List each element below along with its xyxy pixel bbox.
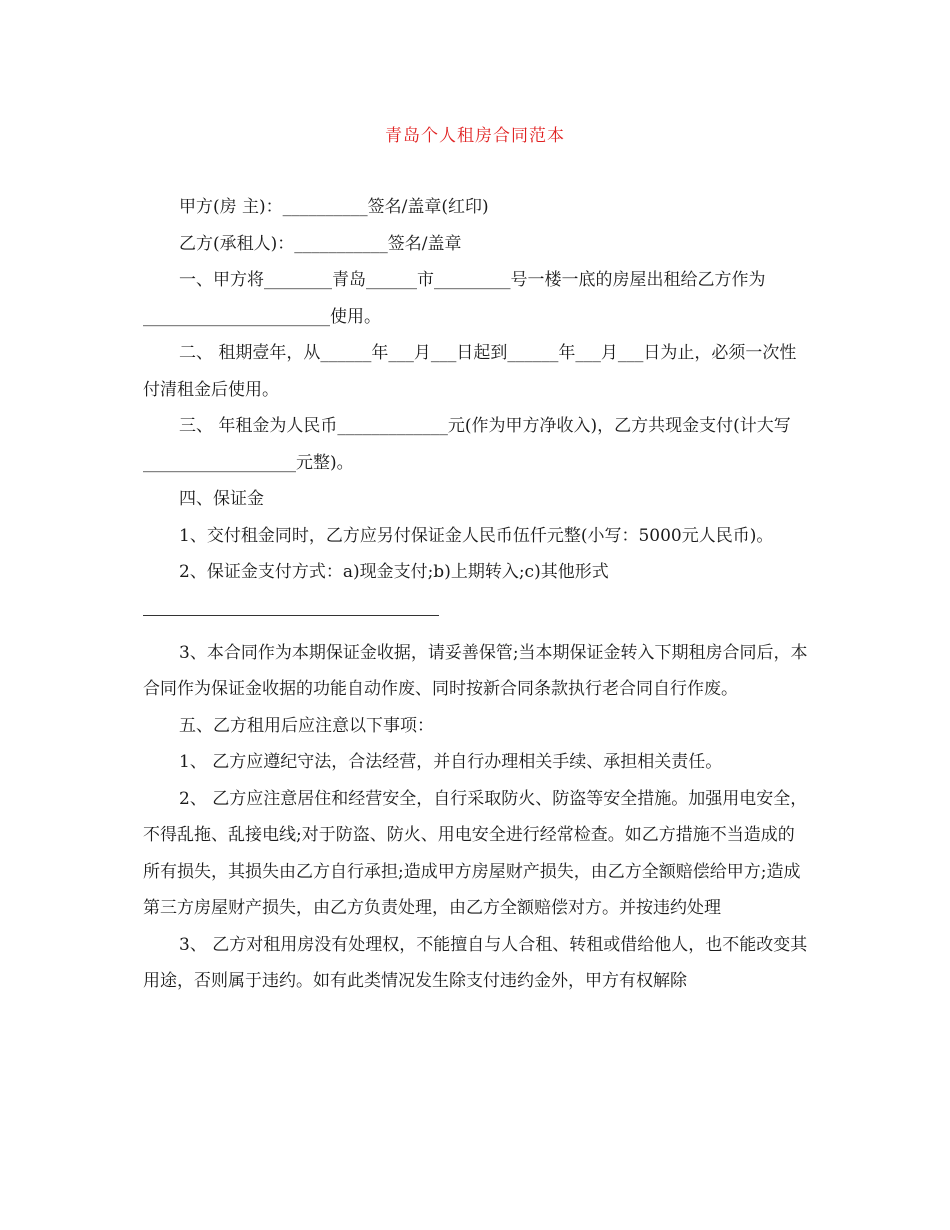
- blank-fill-line: [143, 591, 811, 627]
- party-a-line: 甲方(房 主)：__________签名/盖章(红印): [179, 197, 489, 217]
- document-body: [143, 189, 811, 1000]
- document-title: 青岛个人租房合同范本: [385, 126, 565, 146]
- clause-1-premises: 一、甲方将________青岛______市_________号一楼一底的房屋出租给乙方作为______________________使用。: [143, 270, 766, 327]
- deposit-item-1: 1、交付租金同时，乙方应另付保证金人民币伍仟元整(小写：5000元人民币)。: [179, 525, 774, 546]
- clause-5-heading: 五、乙方租用后应注意以下事项：: [179, 715, 434, 736]
- blank-underline: [143, 615, 439, 616]
- notice-item-2: 2、 乙方应注意居住和经营安全，自行采取防火、防盗等安全措施。加强用电安全，不得乱拖、乱接电线;对于防盗、防火、用电安全进行经常检查。如乙方措施不当造成的所有损失，其损失由乙方自行承担;造成甲方房屋财产损失，由乙方全额赔偿给甲方;造成第三方房屋财产损失，由乙方负责处理，由乙方全额赔偿对方。并按违约处理: [143, 788, 808, 918]
- party-b-line: 乙方(承租人)：___________签名/盖章: [179, 233, 462, 254]
- notice-item-3: 3、 乙方对租用房没有处理权，不能擅自与人合租、转租或借给他人，也不能改变其用途，否则属于违约。如有此类情况发生除支付违约金外，甲方有权解除: [143, 934, 808, 991]
- clause-2-term: 二、 租期壹年，从______年___月___日起到______年___月___日为止，必须一次性付清租金后使用。: [143, 343, 797, 400]
- clause-3-rent: 三、 年租金为人民币_____________元(作为甲方净收入)，乙方共现金支付(计大写__________________元整)。: [143, 416, 791, 473]
- deposit-item-3: 3、本合同作为本期保证金收据，请妥善保管;当本期保证金转入下期租房合同后，本合同作为保证金收据的功能自动作废、同时按新合同条款执行老合同自行作废。: [143, 642, 808, 699]
- clause-4-heading: 四、保证金: [179, 489, 264, 509]
- deposit-item-2: 2、保证金支付方式：a)现金支付;b)上期转入;c)其他形式: [179, 562, 609, 582]
- notice-item-1: 1、 乙方应遵纪守法，合法经营，并自行办理相关手续、承担相关责任。: [179, 752, 723, 772]
